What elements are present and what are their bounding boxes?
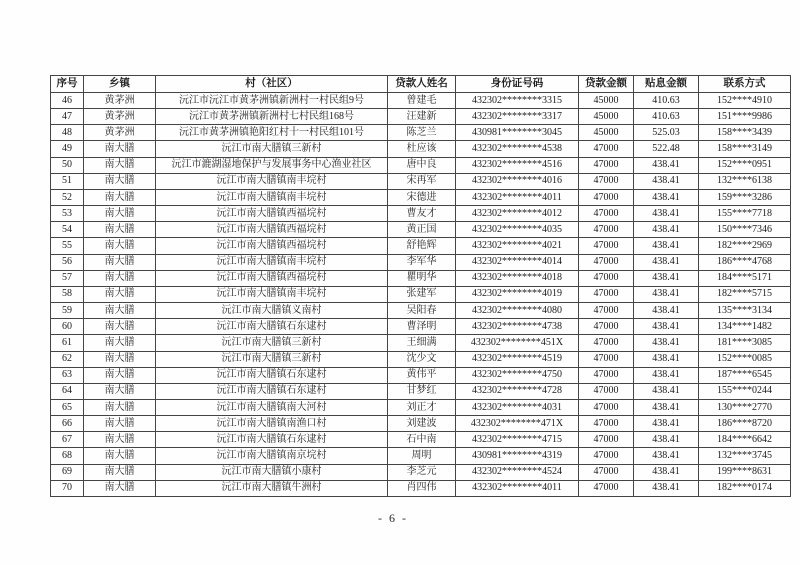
table-cell: 432302********3317 bbox=[456, 109, 579, 125]
table-cell: 南大膳 bbox=[84, 189, 156, 205]
table-cell: 沅江市南大膳镇三新村 bbox=[156, 351, 388, 367]
table-cell: 沅江市南大膳镇南京垸村 bbox=[156, 448, 388, 464]
table-cell: 432302********4519 bbox=[456, 351, 579, 367]
table-cell: 181****3085 bbox=[699, 335, 791, 351]
table-cell: 黄茅洲 bbox=[84, 109, 156, 125]
table-cell: 65 bbox=[51, 399, 84, 415]
table-cell: 47 bbox=[51, 109, 84, 125]
table-row bbox=[51, 286, 791, 302]
table-cell: 黄正国 bbox=[388, 222, 456, 238]
table-cell: 沅江市南大膳镇西福垸村 bbox=[156, 270, 388, 286]
table-cell: 唐中良 bbox=[388, 157, 456, 173]
column-header: 贷款人姓名 bbox=[388, 76, 456, 93]
table-cell: 瞿明华 bbox=[388, 270, 456, 286]
table-cell: 45000 bbox=[579, 109, 634, 125]
table-cell: 47000 bbox=[579, 399, 634, 415]
table-cell: 石中南 bbox=[388, 432, 456, 448]
table-cell: 61 bbox=[51, 335, 84, 351]
table-cell: 沅江市漉湖湿地保护与发展事务中心渔业社区 bbox=[156, 157, 388, 173]
table-cell: 52 bbox=[51, 189, 84, 205]
table-cell: 50 bbox=[51, 157, 84, 173]
table-cell: 47000 bbox=[579, 222, 634, 238]
table-cell: 沅江市南大膳镇西福垸村 bbox=[156, 238, 388, 254]
table-cell: 沅江市南大膳镇石东逮村 bbox=[156, 383, 388, 399]
table-cell: 432302********4715 bbox=[456, 432, 579, 448]
table-cell: 199****8631 bbox=[699, 464, 791, 480]
table-cell: 438.41 bbox=[634, 383, 699, 399]
table-cell: 黄茅洲 bbox=[84, 125, 156, 141]
table-cell: 152****0951 bbox=[699, 157, 791, 173]
table-cell: 45000 bbox=[579, 125, 634, 141]
table-cell: 南大膳 bbox=[84, 238, 156, 254]
table-cell: 438.41 bbox=[634, 254, 699, 270]
page-number: - 6 - bbox=[378, 511, 408, 525]
table-cell: 47000 bbox=[579, 173, 634, 189]
table-cell: 沅江市南大膳镇西福垸村 bbox=[156, 206, 388, 222]
table-row bbox=[51, 416, 791, 432]
table-cell: 南大膳 bbox=[84, 367, 156, 383]
table-cell: 沅江市黄茅洲镇艳阳红村十一村民组101号 bbox=[156, 125, 388, 141]
table-cell: 66 bbox=[51, 416, 84, 432]
table-row bbox=[51, 141, 791, 157]
table-cell: 47000 bbox=[579, 189, 634, 205]
table-cell: 47000 bbox=[579, 383, 634, 399]
table-cell: 47000 bbox=[579, 157, 634, 173]
table-cell: 南大膳 bbox=[84, 432, 156, 448]
table-cell: 南大膳 bbox=[84, 335, 156, 351]
table-cell: 47000 bbox=[579, 238, 634, 254]
table-cell: 沅江市黄茅洲镇新洲村七村民组168号 bbox=[156, 109, 388, 125]
table-cell: 47000 bbox=[579, 432, 634, 448]
column-header: 联系方式 bbox=[699, 76, 791, 93]
table-cell: 158****3439 bbox=[699, 125, 791, 141]
table-row bbox=[51, 125, 791, 141]
table-cell: 132****3745 bbox=[699, 448, 791, 464]
column-header: 贴息金额 bbox=[634, 76, 699, 93]
table-row bbox=[51, 480, 791, 496]
table-cell: 134****1482 bbox=[699, 319, 791, 335]
table-cell: 438.41 bbox=[634, 189, 699, 205]
table-cell: 432302********4538 bbox=[456, 141, 579, 157]
table-cell: 杜应该 bbox=[388, 141, 456, 157]
table-cell: 沅江市南大膳镇南大河村 bbox=[156, 399, 388, 415]
table-cell: 南大膳 bbox=[84, 319, 156, 335]
table-row bbox=[51, 222, 791, 238]
table-cell: 47000 bbox=[579, 319, 634, 335]
table-cell: 438.41 bbox=[634, 319, 699, 335]
table-cell: 47000 bbox=[579, 303, 634, 319]
column-header: 乡镇 bbox=[84, 76, 156, 93]
column-header: 序号 bbox=[51, 76, 84, 93]
table-cell: 刘建波 bbox=[388, 416, 456, 432]
table-cell: 47000 bbox=[579, 464, 634, 480]
table-cell: 59 bbox=[51, 303, 84, 319]
table-cell: 432302********4750 bbox=[456, 367, 579, 383]
table-cell: 438.41 bbox=[634, 173, 699, 189]
table-cell: 62 bbox=[51, 351, 84, 367]
table-row bbox=[51, 335, 791, 351]
table-cell: 432302********4014 bbox=[456, 254, 579, 270]
table-cell: 南大膳 bbox=[84, 383, 156, 399]
table-cell: 南大膳 bbox=[84, 157, 156, 173]
table-row bbox=[51, 399, 791, 415]
table-cell: 53 bbox=[51, 206, 84, 222]
table-row bbox=[51, 351, 791, 367]
table-cell: 130****2770 bbox=[699, 399, 791, 415]
table-cell: 69 bbox=[51, 464, 84, 480]
table-cell: 南大膳 bbox=[84, 254, 156, 270]
table-cell: 曹泽明 bbox=[388, 319, 456, 335]
table-cell: 525.03 bbox=[634, 125, 699, 141]
table-cell: 沅江市南大膳镇石东逮村 bbox=[156, 432, 388, 448]
table-cell: 182****2969 bbox=[699, 238, 791, 254]
table-cell: 432302********4031 bbox=[456, 399, 579, 415]
table-cell: 南大膳 bbox=[84, 141, 156, 157]
table-cell: 47000 bbox=[579, 416, 634, 432]
loan-table bbox=[50, 75, 791, 497]
table-cell: 南大膳 bbox=[84, 303, 156, 319]
table-row bbox=[51, 189, 791, 205]
table-cell: 430981********4319 bbox=[456, 448, 579, 464]
table-row bbox=[51, 238, 791, 254]
table-cell: 432302********4728 bbox=[456, 383, 579, 399]
table-cell: 438.41 bbox=[634, 303, 699, 319]
table-cell: 沅江市南大膳镇南丰垸村 bbox=[156, 189, 388, 205]
table-cell: 南大膳 bbox=[84, 480, 156, 496]
table-cell: 438.41 bbox=[634, 367, 699, 383]
table-cell: 430981********3045 bbox=[456, 125, 579, 141]
table-cell: 432302********4011 bbox=[456, 189, 579, 205]
table-cell: 438.41 bbox=[634, 351, 699, 367]
table-cell: 438.41 bbox=[634, 206, 699, 222]
table-cell: 438.41 bbox=[634, 222, 699, 238]
table-cell: 186****8720 bbox=[699, 416, 791, 432]
table-cell: 150****7346 bbox=[699, 222, 791, 238]
table-cell: 438.41 bbox=[634, 448, 699, 464]
table-cell: 南大膳 bbox=[84, 448, 156, 464]
table-cell: 182****0174 bbox=[699, 480, 791, 496]
table-cell: 151****9986 bbox=[699, 109, 791, 125]
table-cell: 肖四伟 bbox=[388, 480, 456, 496]
table-cell: 60 bbox=[51, 319, 84, 335]
table-cell: 432302********451X bbox=[456, 335, 579, 351]
table-cell: 438.41 bbox=[634, 399, 699, 415]
table-cell: 522.48 bbox=[634, 141, 699, 157]
table-cell: 47000 bbox=[579, 141, 634, 157]
table-cell: 438.41 bbox=[634, 157, 699, 173]
table-cell: 47000 bbox=[579, 480, 634, 496]
column-header: 贷款金额 bbox=[579, 76, 634, 93]
table-cell: 曹友才 bbox=[388, 206, 456, 222]
table-cell: 南大膳 bbox=[84, 416, 156, 432]
table-row bbox=[51, 254, 791, 270]
table-cell: 155****7718 bbox=[699, 206, 791, 222]
table-cell: 184****5171 bbox=[699, 270, 791, 286]
table-row bbox=[51, 448, 791, 464]
table-cell: 410.63 bbox=[634, 109, 699, 125]
table-cell: 432302********4524 bbox=[456, 464, 579, 480]
table-cell: 甘梦红 bbox=[388, 383, 456, 399]
table-cell: 沅江市南大膳镇南丰垸村 bbox=[156, 173, 388, 189]
table-cell: 南大膳 bbox=[84, 206, 156, 222]
table-cell: 舒艳辉 bbox=[388, 238, 456, 254]
table-cell: 155****0244 bbox=[699, 383, 791, 399]
table-row bbox=[51, 367, 791, 383]
table-row bbox=[51, 157, 791, 173]
table-cell: 沅江市南大膳镇石东逮村 bbox=[156, 319, 388, 335]
table-cell: 46 bbox=[51, 93, 84, 109]
table-cell: 48 bbox=[51, 125, 84, 141]
table-cell: 49 bbox=[51, 141, 84, 157]
table-cell: 47000 bbox=[579, 270, 634, 286]
table-row bbox=[51, 464, 791, 480]
column-header: 村（社区） bbox=[156, 76, 388, 93]
table-cell: 宋德进 bbox=[388, 189, 456, 205]
table-cell: 47000 bbox=[579, 335, 634, 351]
table-row bbox=[51, 432, 791, 448]
table-cell: 沅江市南大膳镇石东逮村 bbox=[156, 367, 388, 383]
table-cell: 135****3134 bbox=[699, 303, 791, 319]
table-cell: 432302********4012 bbox=[456, 206, 579, 222]
table-row bbox=[51, 93, 791, 109]
table-cell: 刘正才 bbox=[388, 399, 456, 415]
table-cell: 南大膳 bbox=[84, 399, 156, 415]
table-cell: 47000 bbox=[579, 286, 634, 302]
table-cell: 438.41 bbox=[634, 432, 699, 448]
table-cell: 南大膳 bbox=[84, 173, 156, 189]
table-cell: 438.41 bbox=[634, 416, 699, 432]
table-cell: 432302********4738 bbox=[456, 319, 579, 335]
table-cell: 沅江市南大膳镇牛洲村 bbox=[156, 480, 388, 496]
table-cell: 432302********4011 bbox=[456, 480, 579, 496]
table-row bbox=[51, 173, 791, 189]
table-cell: 吴阳春 bbox=[388, 303, 456, 319]
table-cell: 432302********471X bbox=[456, 416, 579, 432]
table-cell: 陈芝兰 bbox=[388, 125, 456, 141]
table-cell: 沅江市南大膳镇南渔口村 bbox=[156, 416, 388, 432]
table-cell: 47000 bbox=[579, 448, 634, 464]
table-cell: 沅江市沅江市黄茅洲镇新洲村一村民组9号 bbox=[156, 93, 388, 109]
table-cell: 李芝元 bbox=[388, 464, 456, 480]
table-cell: 沅江市南大膳镇三新村 bbox=[156, 335, 388, 351]
table-cell: 438.41 bbox=[634, 286, 699, 302]
table-cell: 432302********4516 bbox=[456, 157, 579, 173]
table-cell: 63 bbox=[51, 367, 84, 383]
table-cell: 沅江市南大膳镇义南村 bbox=[156, 303, 388, 319]
table-cell: 南大膳 bbox=[84, 270, 156, 286]
table-cell: 438.41 bbox=[634, 270, 699, 286]
table-cell: 47000 bbox=[579, 206, 634, 222]
table-cell: 432302********3315 bbox=[456, 93, 579, 109]
table-cell: 曾建毛 bbox=[388, 93, 456, 109]
table-cell: 南大膳 bbox=[84, 464, 156, 480]
table-cell: 438.41 bbox=[634, 238, 699, 254]
table-cell: 55 bbox=[51, 238, 84, 254]
table-cell: 432302********4019 bbox=[456, 286, 579, 302]
table-cell: 438.41 bbox=[634, 464, 699, 480]
table-row bbox=[51, 319, 791, 335]
table-cell: 184****6642 bbox=[699, 432, 791, 448]
table-cell: 南大膳 bbox=[84, 222, 156, 238]
table-row bbox=[51, 270, 791, 286]
table-cell: 宋再军 bbox=[388, 173, 456, 189]
table-cell: 57 bbox=[51, 270, 84, 286]
table-row bbox=[51, 206, 791, 222]
table-cell: 黄茅洲 bbox=[84, 93, 156, 109]
table-cell: 沅江市南大膳镇三新村 bbox=[156, 141, 388, 157]
table-cell: 432302********4016 bbox=[456, 173, 579, 189]
table-cell: 47000 bbox=[579, 367, 634, 383]
table-cell: 南大膳 bbox=[84, 286, 156, 302]
table-cell: 54 bbox=[51, 222, 84, 238]
table-cell: 67 bbox=[51, 432, 84, 448]
table-cell: 56 bbox=[51, 254, 84, 270]
table-cell: 47000 bbox=[579, 351, 634, 367]
table-row bbox=[51, 303, 791, 319]
table-cell: 432302********4021 bbox=[456, 238, 579, 254]
table-cell: 李军华 bbox=[388, 254, 456, 270]
table-cell: 432302********4035 bbox=[456, 222, 579, 238]
table-cell: 沅江市南大膳镇南丰垸村 bbox=[156, 286, 388, 302]
table-cell: 沈少文 bbox=[388, 351, 456, 367]
table-cell: 432302********4080 bbox=[456, 303, 579, 319]
table-cell: 152****4910 bbox=[699, 93, 791, 109]
table-cell: 51 bbox=[51, 173, 84, 189]
table-cell: 432302********4018 bbox=[456, 270, 579, 286]
table-cell: 182****5715 bbox=[699, 286, 791, 302]
table-cell: 438.41 bbox=[634, 480, 699, 496]
table-cell: 沅江市南大膳镇小康村 bbox=[156, 464, 388, 480]
table-cell: 汪建新 bbox=[388, 109, 456, 125]
table-cell: 187****6545 bbox=[699, 367, 791, 383]
table-cell: 410.63 bbox=[634, 93, 699, 109]
table-cell: 186****4768 bbox=[699, 254, 791, 270]
table-cell: 黄伟平 bbox=[388, 367, 456, 383]
table-cell: 132****6138 bbox=[699, 173, 791, 189]
table-cell: 45000 bbox=[579, 93, 634, 109]
table-cell: 张建军 bbox=[388, 286, 456, 302]
table-cell: 南大膳 bbox=[84, 351, 156, 367]
table-cell: 70 bbox=[51, 480, 84, 496]
table-body bbox=[51, 93, 791, 497]
table-cell: 47000 bbox=[579, 254, 634, 270]
table-row bbox=[51, 109, 791, 125]
table-cell: 152****0085 bbox=[699, 351, 791, 367]
table-cell: 438.41 bbox=[634, 335, 699, 351]
table-cell: 周明 bbox=[388, 448, 456, 464]
table-cell: 158****3149 bbox=[699, 141, 791, 157]
table-cell: 沅江市南大膳镇西福垸村 bbox=[156, 222, 388, 238]
table-cell: 沅江市南大膳镇南丰垸村 bbox=[156, 254, 388, 270]
table-header-row bbox=[51, 76, 791, 93]
table-cell: 王细满 bbox=[388, 335, 456, 351]
table-cell: 68 bbox=[51, 448, 84, 464]
table-cell: 64 bbox=[51, 383, 84, 399]
column-header: 身份证号码 bbox=[456, 76, 579, 93]
table-cell: 58 bbox=[51, 286, 84, 302]
table-cell: 159****3286 bbox=[699, 189, 791, 205]
table-row bbox=[51, 383, 791, 399]
